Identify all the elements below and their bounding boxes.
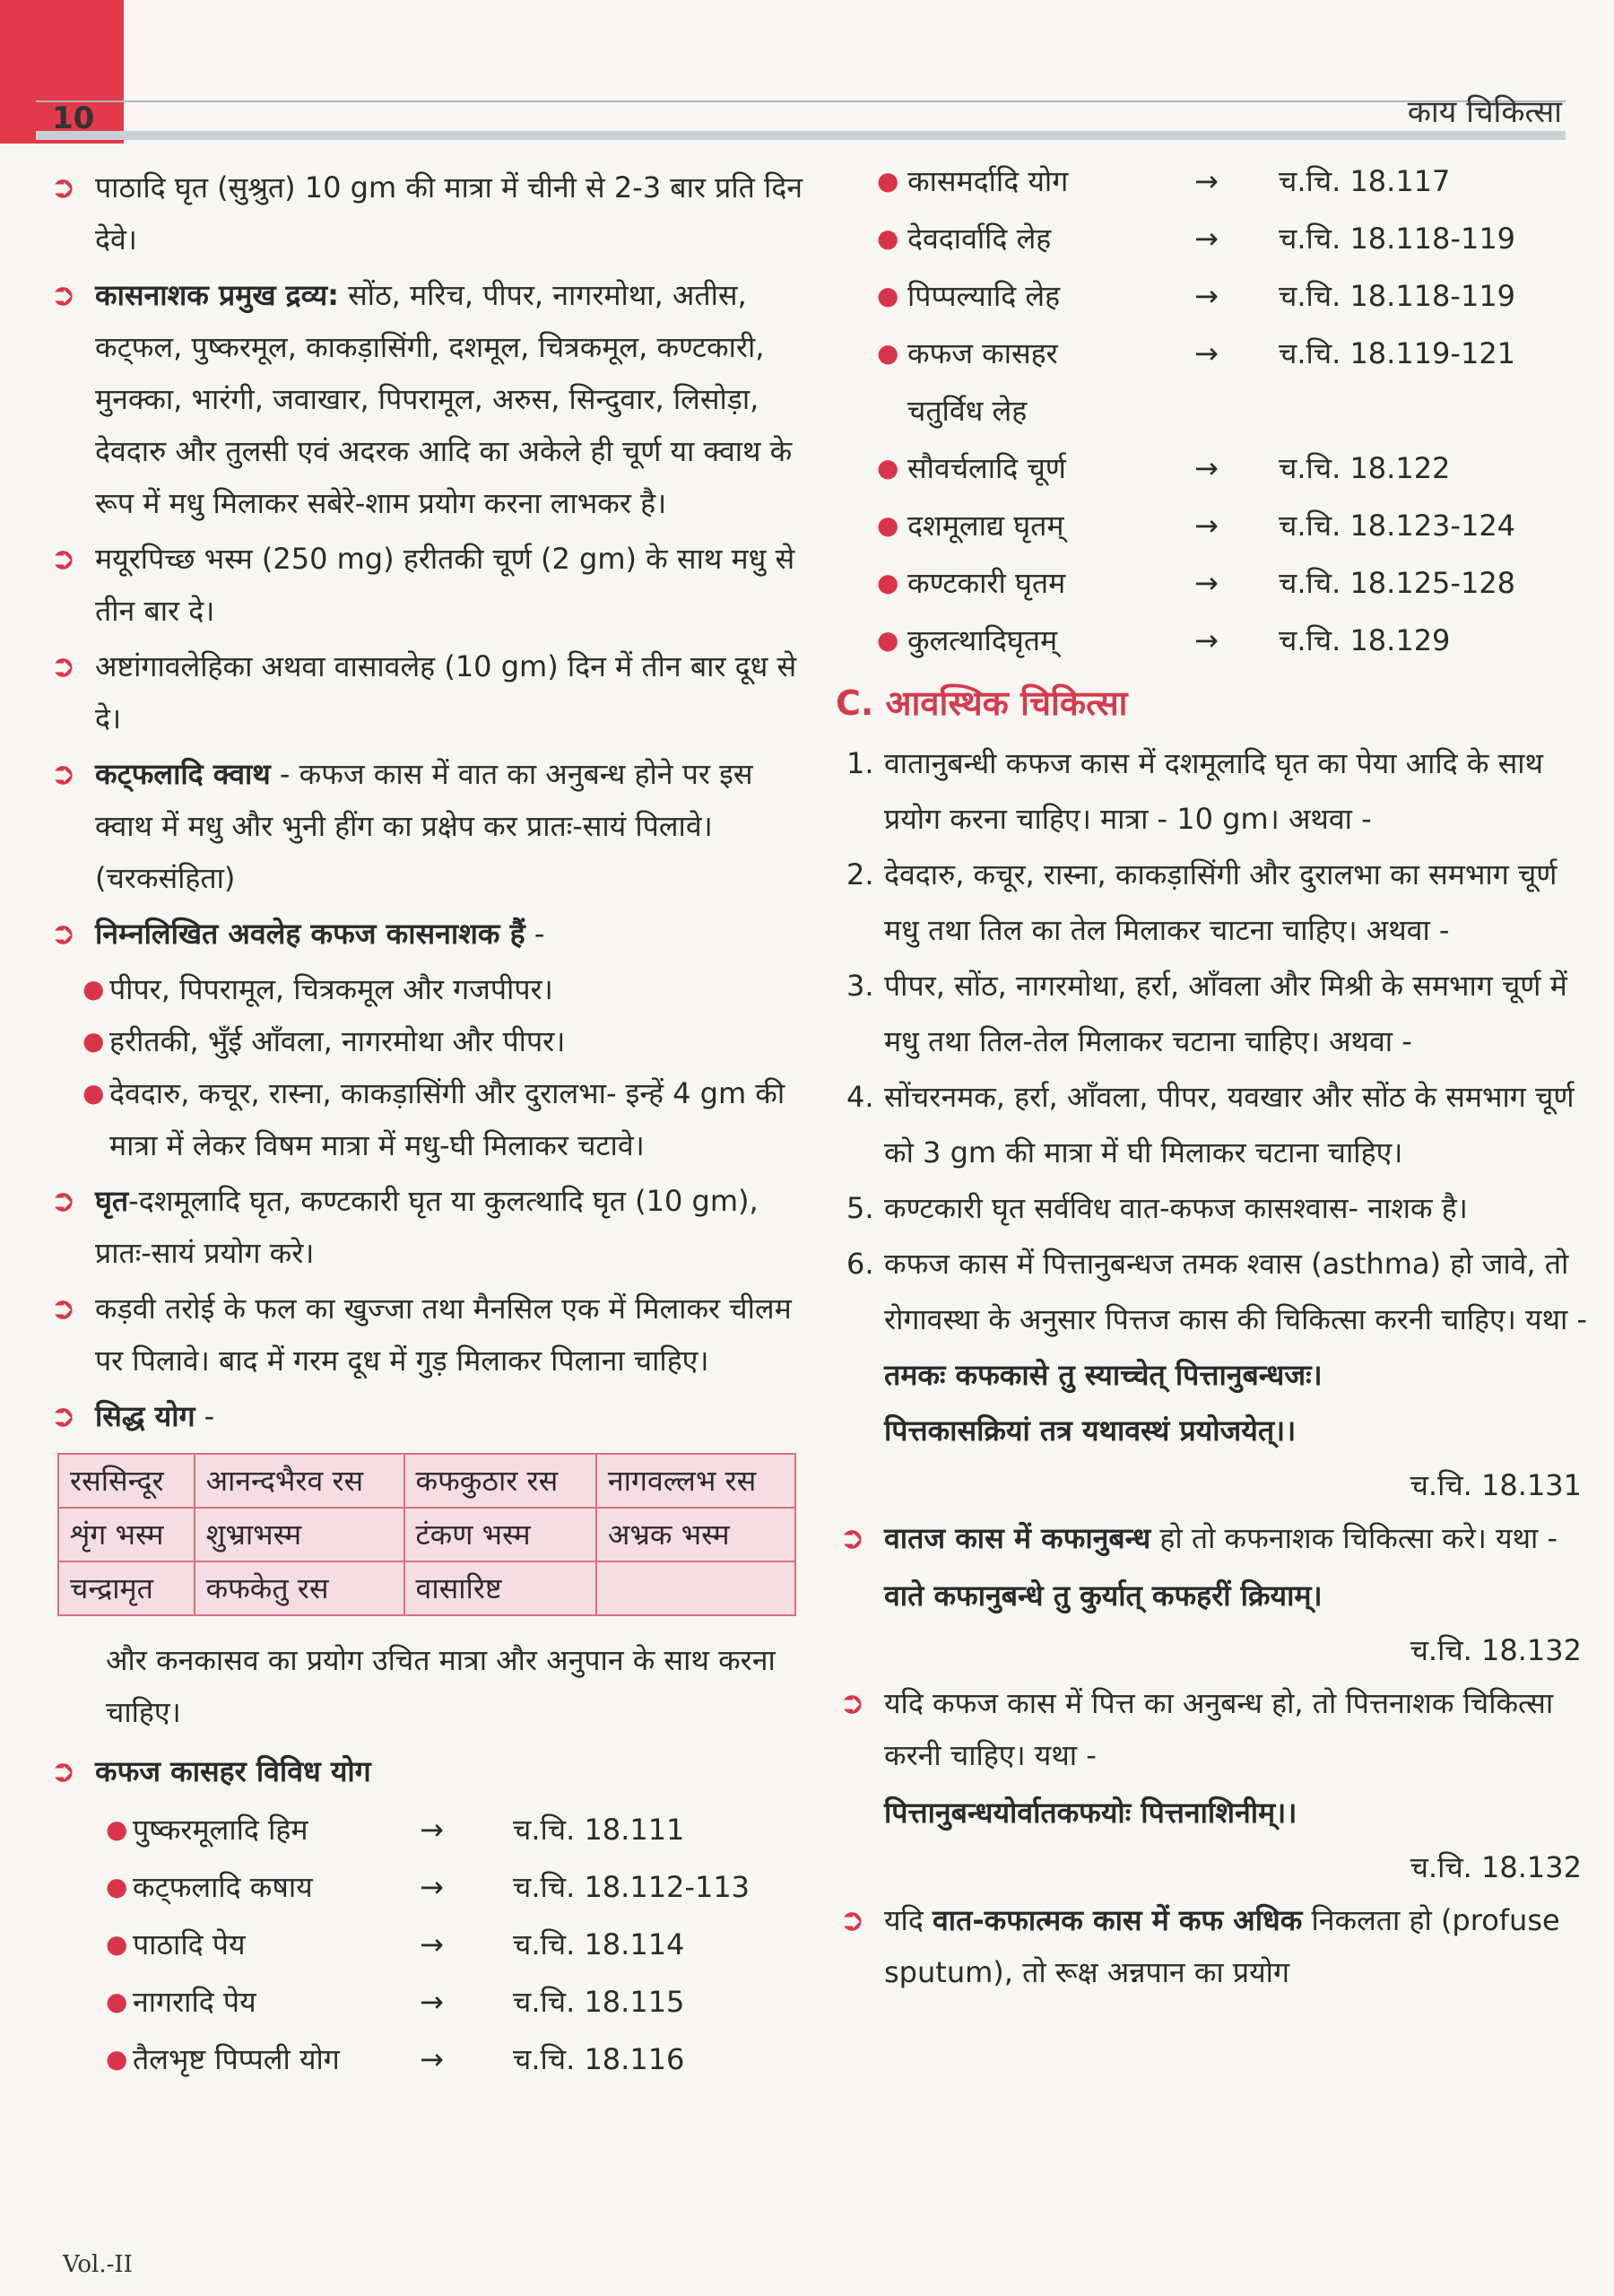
yoga-name: कण्टकारी घृतम xyxy=(907,566,1066,600)
arrow-bullet-icon: ➲ xyxy=(50,170,76,205)
para-kadvi-taroi xyxy=(47,1283,809,1387)
para-heading: कट्फलादि क्वाथ xyxy=(95,757,271,791)
para-mayurpichh xyxy=(47,533,809,637)
table-row xyxy=(58,1454,795,1508)
avasthik-chikitsa-list xyxy=(836,735,1589,1347)
arrow-bullet-icon: ➲ xyxy=(50,541,76,577)
para-siddha-yoga-heading xyxy=(47,1390,809,1442)
table-cell: रससिन्दूर xyxy=(58,1454,195,1508)
right-arrow-icon: → xyxy=(1194,336,1219,370)
yoga-name: तैलभृष्ट पिप्पली योग xyxy=(133,2042,340,2076)
table-cell: चन्द्रामृत xyxy=(58,1561,195,1615)
yoga-reference: च.चि. 18.125-128 xyxy=(1279,566,1516,600)
para-katphaladi xyxy=(47,748,809,904)
list-item xyxy=(836,267,1589,325)
para-text: मयूरपिच्छ भस्म (250 mg) हरीतकी चूर्ण (2 gm) के साथ मधु से तीन बार दे। xyxy=(95,542,795,628)
para-text: - xyxy=(525,917,545,951)
para-vividh-yoga-heading xyxy=(47,1745,809,1797)
para-heading: निम्नलिखित अवलेह कफज कासनाशक हैं xyxy=(95,917,525,951)
bullet-dot-icon: ● xyxy=(82,1026,105,1056)
section-heading-c: C. आवस्थिक चिकित्सा xyxy=(836,683,1128,723)
item-number: 5. xyxy=(846,1191,874,1225)
yoga-reference-list xyxy=(47,1801,809,2088)
page-number: 10 xyxy=(52,100,95,136)
para-text: यदि कफज कास में पित्त का अनुबन्ध हो, तो पित्तनाशक चिकित्सा करनी चाहिए। यथा - xyxy=(884,1686,1554,1772)
bullet-dot-icon: ● xyxy=(106,1929,128,1959)
item-text: सोंचरनमक, हर्रा, आँवला, पीपर, यवखार और सोंठ के समभाग चूर्ण को 3 gm की मात्रा में घी मिलाकर चटाना चाहिए। xyxy=(884,1080,1575,1170)
para-text: -दशमूलादि घृत, कण्टकारी घृत या कुलत्थादि घृत (10 gm), प्रातः-सायं प्रयोग करे। xyxy=(95,1184,759,1270)
list-item xyxy=(836,497,1589,554)
arrow-bullet-icon: ➲ xyxy=(839,1520,865,1556)
right-arrow-icon: → xyxy=(1194,451,1219,485)
yoga-name: सौवर्चलादि चूर्ण xyxy=(907,451,1066,485)
yoga-reference: च.चि. 18.123-124 xyxy=(1279,509,1516,543)
avaleh-list xyxy=(47,963,809,1171)
table-cell: टंकण भस्म xyxy=(404,1508,596,1561)
bullet-dot-icon: ● xyxy=(877,625,899,655)
para-avaleh-heading xyxy=(47,908,809,960)
table-row xyxy=(58,1561,795,1615)
arrow-bullet-icon: ➲ xyxy=(50,648,76,684)
arrow-bullet-icon: ➲ xyxy=(50,1183,76,1219)
para-heading: वात-कफात्मक कास में कफ अधिक xyxy=(933,1903,1303,1937)
yoga-reference: च.चि. 18.119-121 xyxy=(1279,336,1516,370)
right-arrow-icon: → xyxy=(1194,279,1219,313)
para-text: निकलता हो (profuse sputum), तो रूक्ष अन्नपान का प्रयोग xyxy=(884,1903,1560,1989)
para-vata-kapha xyxy=(836,1894,1589,1998)
table-cell: नागवल्लभ रस xyxy=(596,1454,795,1508)
verse-line: पित्तकासक्रियां तत्र यथावस्थं प्रयोजयेत्।। xyxy=(884,1413,1297,1448)
para-pitta-anubandh xyxy=(836,1677,1589,1781)
para-text: कड़वी तरोई के फल का खुज्जा तथा मैनसिल एक में मिलाकर चीलम पर पिलावे। बाद में गरम दूध में गुड़ मिलाकर पिलाना चाहिए। xyxy=(95,1292,792,1378)
bullet-dot-icon: ● xyxy=(877,510,899,540)
item-text: वातानुबन्धी कफज कास में दशमूलादि घृत का पेया आदि के साथ प्रयोग करना चाहिए। मात्रा - 10 gm। अथवा - xyxy=(884,746,1543,836)
para-text: - कफज कास में वात का अनुबन्ध होने पर इस क्वाथ में मधु और भुनी हींग का प्रक्षेप कर प्रातः-सायं पिलावे। (चरकसंहिता) xyxy=(95,757,753,895)
list-item xyxy=(836,325,1589,439)
list-item xyxy=(836,439,1589,497)
para-text: सोंठ, मरिच, पीपर, नागरमोथा, अतीस, कट्फल, पुष्करमूल, काकड़ासिंगी, दशमूल, चित्रकमूल, कण्टकारी, मुनक्का, भारंगी, जवाखार, पिपरामूल, अरुस, सिन्दुवार, लिसोड़ा, देवदारु और तुलसी एवं अदरक आदि का अकेले ही चूर्ण या क्वाथ के रूप में मधु मिलाकर सबेरे-शाम प्रयोग करना लाभकर है। xyxy=(95,278,793,520)
yoga-reference: च.चि. 18.118-119 xyxy=(1279,279,1516,313)
para-kasnashak-dravya xyxy=(47,269,809,529)
table-cell: शृंग भस्म xyxy=(58,1508,195,1561)
yoga-name: कासमर्दादि योग xyxy=(907,164,1069,198)
bullet-dot-icon: ● xyxy=(82,1078,105,1108)
item-number: 1. xyxy=(846,746,874,780)
yoga-name: पुष्करमूलादि हिम xyxy=(133,1813,308,1847)
numbered-item xyxy=(836,958,1589,1069)
para-text: अष्टांगावलेहिका अथवा वासावलेह (10 gm) दिन में तीन बार दूध से दे। xyxy=(95,649,797,735)
volume-label: Vol.-II xyxy=(63,2251,133,2278)
list-item xyxy=(47,1973,809,2031)
para-heading: वातज कास में कफानुबन्ध xyxy=(884,1521,1151,1555)
bullet-dot-icon: ● xyxy=(877,453,899,483)
citation: च.चि. 18.132 xyxy=(1410,1633,1582,1667)
list-item xyxy=(47,1801,809,1858)
right-arrow-icon: → xyxy=(1194,566,1219,600)
yoga-reference-list-continued xyxy=(836,152,1589,669)
table-cell: कफकेतु रस xyxy=(195,1561,404,1615)
numbered-item xyxy=(836,735,1589,847)
yoga-reference: च.चि. 18.117 xyxy=(1279,164,1451,198)
arrow-bullet-icon: ➲ xyxy=(50,277,76,313)
para-heading: सिद्ध योग xyxy=(95,1399,195,1433)
list-item xyxy=(836,152,1589,210)
table-row xyxy=(58,1508,795,1561)
yoga-reference: च.चि. 18.122 xyxy=(1279,451,1451,485)
numbered-item xyxy=(836,847,1589,958)
list-item xyxy=(47,1858,809,1916)
arrow-bullet-icon: ➲ xyxy=(839,1685,865,1721)
para-heading: कफज कासहर विविध योग xyxy=(95,1754,371,1788)
arrow-bullet-icon: ➲ xyxy=(50,916,76,952)
list-item xyxy=(47,963,809,1015)
table-cell: अभ्रक भस्म xyxy=(596,1508,795,1561)
bullet-dot-icon: ● xyxy=(106,1814,128,1844)
bullet-dot-icon: ● xyxy=(106,2044,128,2074)
verse-line: तमकः कफकासे तु स्याच्चेत् पित्तानुबन्धजः। xyxy=(884,1358,1323,1392)
verse-line: वाते कफानुबन्धे तु कुर्यात् कफहरीं क्रियाम्। xyxy=(884,1578,1323,1613)
list-item xyxy=(47,1916,809,1973)
right-arrow-icon: → xyxy=(420,2042,444,2076)
list-item-text: पीपर, पिपरामूल, चित्रकमूल और गजपीपर। xyxy=(109,972,553,1006)
arrow-bullet-icon: ➲ xyxy=(50,756,76,792)
table-cell: आनन्दभैरव रस xyxy=(195,1454,404,1508)
item-text: देवदारु, कचूर, रास्ना, काकड़ासिंगी और दुरालभा का समभाग चूर्ण मधु तथा तिल का तेल मिलाकर चाटना चाहिए। अथवा - xyxy=(884,857,1558,947)
yoga-name: दशमूलाद्य घृतम् xyxy=(907,509,1064,543)
right-arrow-icon: → xyxy=(1194,509,1219,543)
yoga-name: नागरादि पेय xyxy=(133,1985,256,2019)
verse-line: पित्तानुबन्धयोर्वातकफयोः पित्तनाशिनीम्।। xyxy=(884,1796,1297,1830)
para-ghrit xyxy=(47,1175,809,1279)
header-rule xyxy=(36,131,1566,140)
yoga-name: कुलत्थादिघृतम् xyxy=(907,623,1058,657)
running-title: काय चिकित्सा xyxy=(1407,94,1562,130)
table-cell: कफकुठार रस xyxy=(404,1454,596,1508)
bullet-dot-icon: ● xyxy=(877,568,899,597)
list-item xyxy=(836,210,1589,267)
right-arrow-icon: → xyxy=(1194,164,1219,198)
yoga-reference: च.चि. 18.129 xyxy=(1279,623,1451,657)
item-text: पीपर, सोंठ, नागरमोथा, हर्रा, आँवला और मिश्री के समभाग चूर्ण में मधु तथा तिल-तेल मिलाकर चटाना चाहिए। अथवा - xyxy=(884,969,1567,1058)
header-rule-top xyxy=(36,100,1566,102)
item-text: कण्टकारी घृत सर्वविध वात-कफज कासश्वास- नाशक है। xyxy=(884,1191,1468,1225)
list-item-text: हरीतकी, भुँई आँवला, नागरमोथा और पीपर। xyxy=(109,1024,566,1058)
arrow-bullet-icon: ➲ xyxy=(50,1753,76,1789)
right-arrow-icon: → xyxy=(420,1927,444,1961)
citation: च.चि. 18.131 xyxy=(1410,1468,1582,1502)
bullet-dot-icon: ● xyxy=(877,338,899,368)
para-heading: कासनाशक प्रमुख द्रव्य: xyxy=(95,278,339,312)
siddha-yoga-table xyxy=(57,1453,796,1616)
yoga-reference: च.चि. 18.116 xyxy=(513,2042,685,2076)
table-cell: वासारिष्ट xyxy=(404,1561,596,1615)
list-item xyxy=(836,612,1589,669)
bullet-dot-icon: ● xyxy=(106,1872,128,1901)
numbered-item xyxy=(836,1180,1589,1236)
bullet-dot-icon: ● xyxy=(877,281,899,310)
list-item xyxy=(836,554,1589,612)
bullet-dot-icon: ● xyxy=(82,974,105,1004)
right-arrow-icon: → xyxy=(1194,623,1219,657)
item-number: 4. xyxy=(846,1080,874,1114)
table-cell: शुभ्राभस्म xyxy=(195,1508,404,1561)
numbered-item xyxy=(836,1236,1589,1347)
yoga-name: पाठादि पेय xyxy=(133,1927,246,1961)
yoga-name: कफज कासहर चतुर्विध लेह xyxy=(907,336,1058,428)
item-text: कफज कास में पित्तानुबन्धज तमक श्वास (asthma) हो जावे, तो रोगावस्था के अनुसार पित्तज कास की चिकित्सा करनी चाहिए। यथा - xyxy=(884,1247,1588,1336)
item-number: 3. xyxy=(846,969,874,1003)
list-item xyxy=(47,1015,809,1067)
yoga-name: कट्फलादि कषाय xyxy=(133,1870,313,1904)
list-item-text: देवदारु, कचूर, रास्ना, काकड़ासिंगी और दुरालभा- इन्हें 4 gm की मात्रा में लेकर विषम मात्रा में मधु-घी मिलाकर चटावे। xyxy=(109,1076,785,1162)
table-cell xyxy=(596,1561,795,1615)
yoga-reference: च.चि. 18.112-113 xyxy=(513,1870,751,1904)
right-arrow-icon: → xyxy=(1194,222,1219,256)
para-ashtangavaleh xyxy=(47,640,809,744)
bullet-dot-icon: ● xyxy=(106,1987,128,2016)
list-item xyxy=(47,2031,809,2088)
numbered-item xyxy=(836,1069,1589,1180)
para-heading: घृत xyxy=(95,1184,129,1218)
yoga-reference: च.चि. 18.111 xyxy=(513,1813,685,1847)
right-arrow-icon: → xyxy=(420,1870,444,1904)
para-pathadi xyxy=(47,161,809,265)
arrow-bullet-icon: ➲ xyxy=(839,1902,865,1938)
bullet-dot-icon: ● xyxy=(877,223,899,253)
arrow-bullet-icon: ➲ xyxy=(50,1398,76,1434)
para-vataj-kas xyxy=(836,1512,1589,1564)
yoga-reference: च.चि. 18.118-119 xyxy=(1279,222,1516,256)
yoga-reference: च.चि. 18.115 xyxy=(513,1985,685,2019)
item-number: 6. xyxy=(846,1247,874,1281)
yoga-name: पिप्पल्यादि लेह xyxy=(907,279,1061,313)
para-kanakasav: और कनकासव का प्रयोग उचित मात्रा और अनुपान के साथ करना चाहिए। xyxy=(106,1643,776,1729)
right-column xyxy=(836,152,1589,2002)
citation: च.चि. 18.132 xyxy=(1410,1850,1582,1884)
bullet-dot-icon: ● xyxy=(877,166,899,196)
arrow-bullet-icon: ➲ xyxy=(50,1291,76,1326)
list-item xyxy=(47,1067,809,1171)
yoga-name: देवदार्वादि लेह xyxy=(907,222,1052,256)
para-text: - xyxy=(195,1399,215,1433)
right-arrow-icon: → xyxy=(420,1985,444,2019)
item-number: 2. xyxy=(846,857,874,891)
right-arrow-icon: → xyxy=(420,1813,444,1847)
left-column xyxy=(47,161,809,2088)
para-text: पाठादि घृत (सुश्रुत) 10 gm की मात्रा में चीनी से 2-3 बार प्रति दिन देवे। xyxy=(95,170,803,257)
para-text: हो तो कफनाशक चिकित्सा करे। यथा - xyxy=(1150,1521,1558,1555)
para-text: यदि xyxy=(884,1903,933,1937)
yoga-reference: च.चि. 18.114 xyxy=(513,1927,685,1961)
